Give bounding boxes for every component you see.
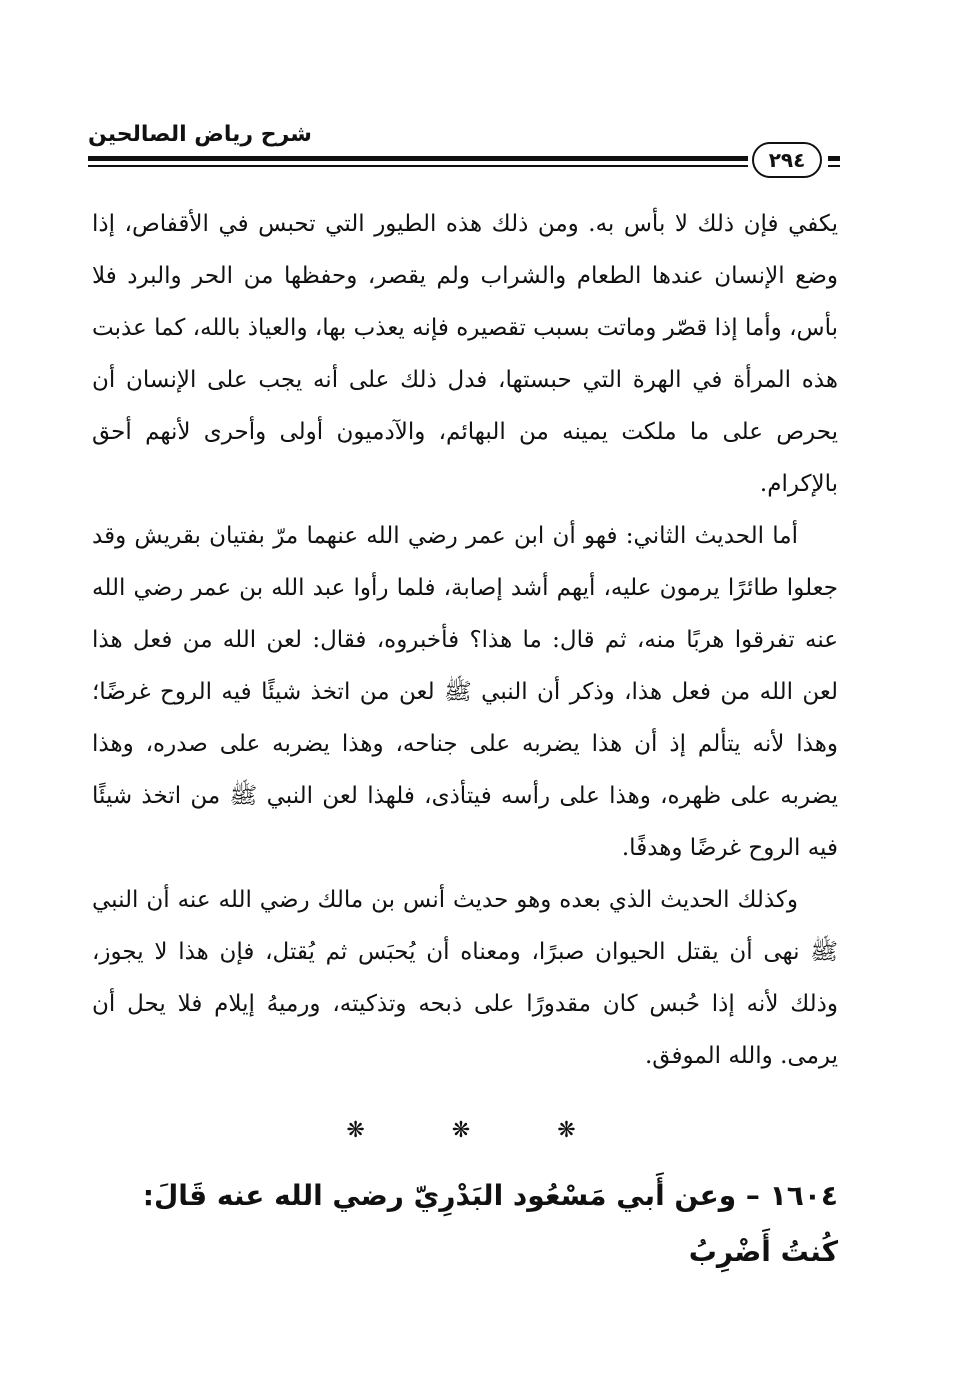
paragraph-2: أما الحديث الثاني: فهو أن ابن عمر رضي الله عنهما مرّ بفتيان بقريش وقد جعلوا طائرًا يرمون عليه، أيهم أشد إصابة، فلما رأوا عبد الله بن عمر رضي الله عنه تفرقوا هربًا منه، ثم قال: ما هذا؟ فأخبروه، فقال: لعن الله من فعل هذا لعن الله من فعل هذا، وذكر أن النبي ﷺ لعن من اتخذ شيئًا فيه الروح غرضًا؛ وهذا لأنه يتألم إذ أن هذا يضربه على جناحه، وهذا يضربه على صدره، وهذا يضربه على ظهره، وهذا على رأسه فيتأذى، فلهذا لعن النبي ﷺ من اتخذ شيئًا فيه الروح غرضًا وهدفًا. (92, 523, 838, 861)
header-rule-thick (88, 156, 748, 161)
paragraph-3: وكذلك الحديث الذي بعده وهو حديث أنس بن مالك رضي الله عنه أن النبي ﷺ نهى أن يقتل الحيوان صبرًا، ومعناه أن يُحبَس ثم يُقتل، فإن هذا لا يجوز، وذلك لأنه إذا حُبس كان مقدورًا على ذبحه وتذكيته، ورميهُ إيلام فلا يحل أن يرمى. والله الموفق. (92, 887, 838, 1069)
page-header (88, 118, 840, 188)
separator-star-icon: ❋ (346, 1118, 397, 1143)
separator-star-icon: ❋ (451, 1118, 503, 1143)
page-number: ٢٩٤ (752, 142, 822, 178)
separator-star-icon: ❋ (557, 1118, 608, 1143)
paragraph-1: يكفي فإن ذلك لا بأس به. ومن ذلك هذه الطيور التي تحبس في الأقفاص، إذا وضع الإنسان عندها الطعام والشراب ولم يقصر، وحفظها من الحر والبرد فلا بأس، وأما إذا قصّر وماتت بسبب تقصيره فإنه يعذب بها، والعياذ بالله، كما عذبت هذه المرأة في الهرة التي حبستها، فدل ذلك على أنه يجب على الإنسان أن يحرص على ما ملكت يمينه من البهائم، والآدميون أولى وأحرى لأنهم أحق بالإكرام. (92, 211, 838, 497)
section-separator (0, 1118, 954, 1143)
header-rule-thin (88, 165, 748, 167)
hadith-heading: ١٦٠٤ – وعن أَبي مَسْعُود البَدْرِيّ رضي الله عنه قَالَ: كُنتُ أَضْرِبُ (142, 1179, 838, 1268)
book-title: شرح رياض الصالحين (88, 122, 312, 147)
header-end-mark (828, 156, 840, 167)
body-text (92, 198, 838, 1082)
